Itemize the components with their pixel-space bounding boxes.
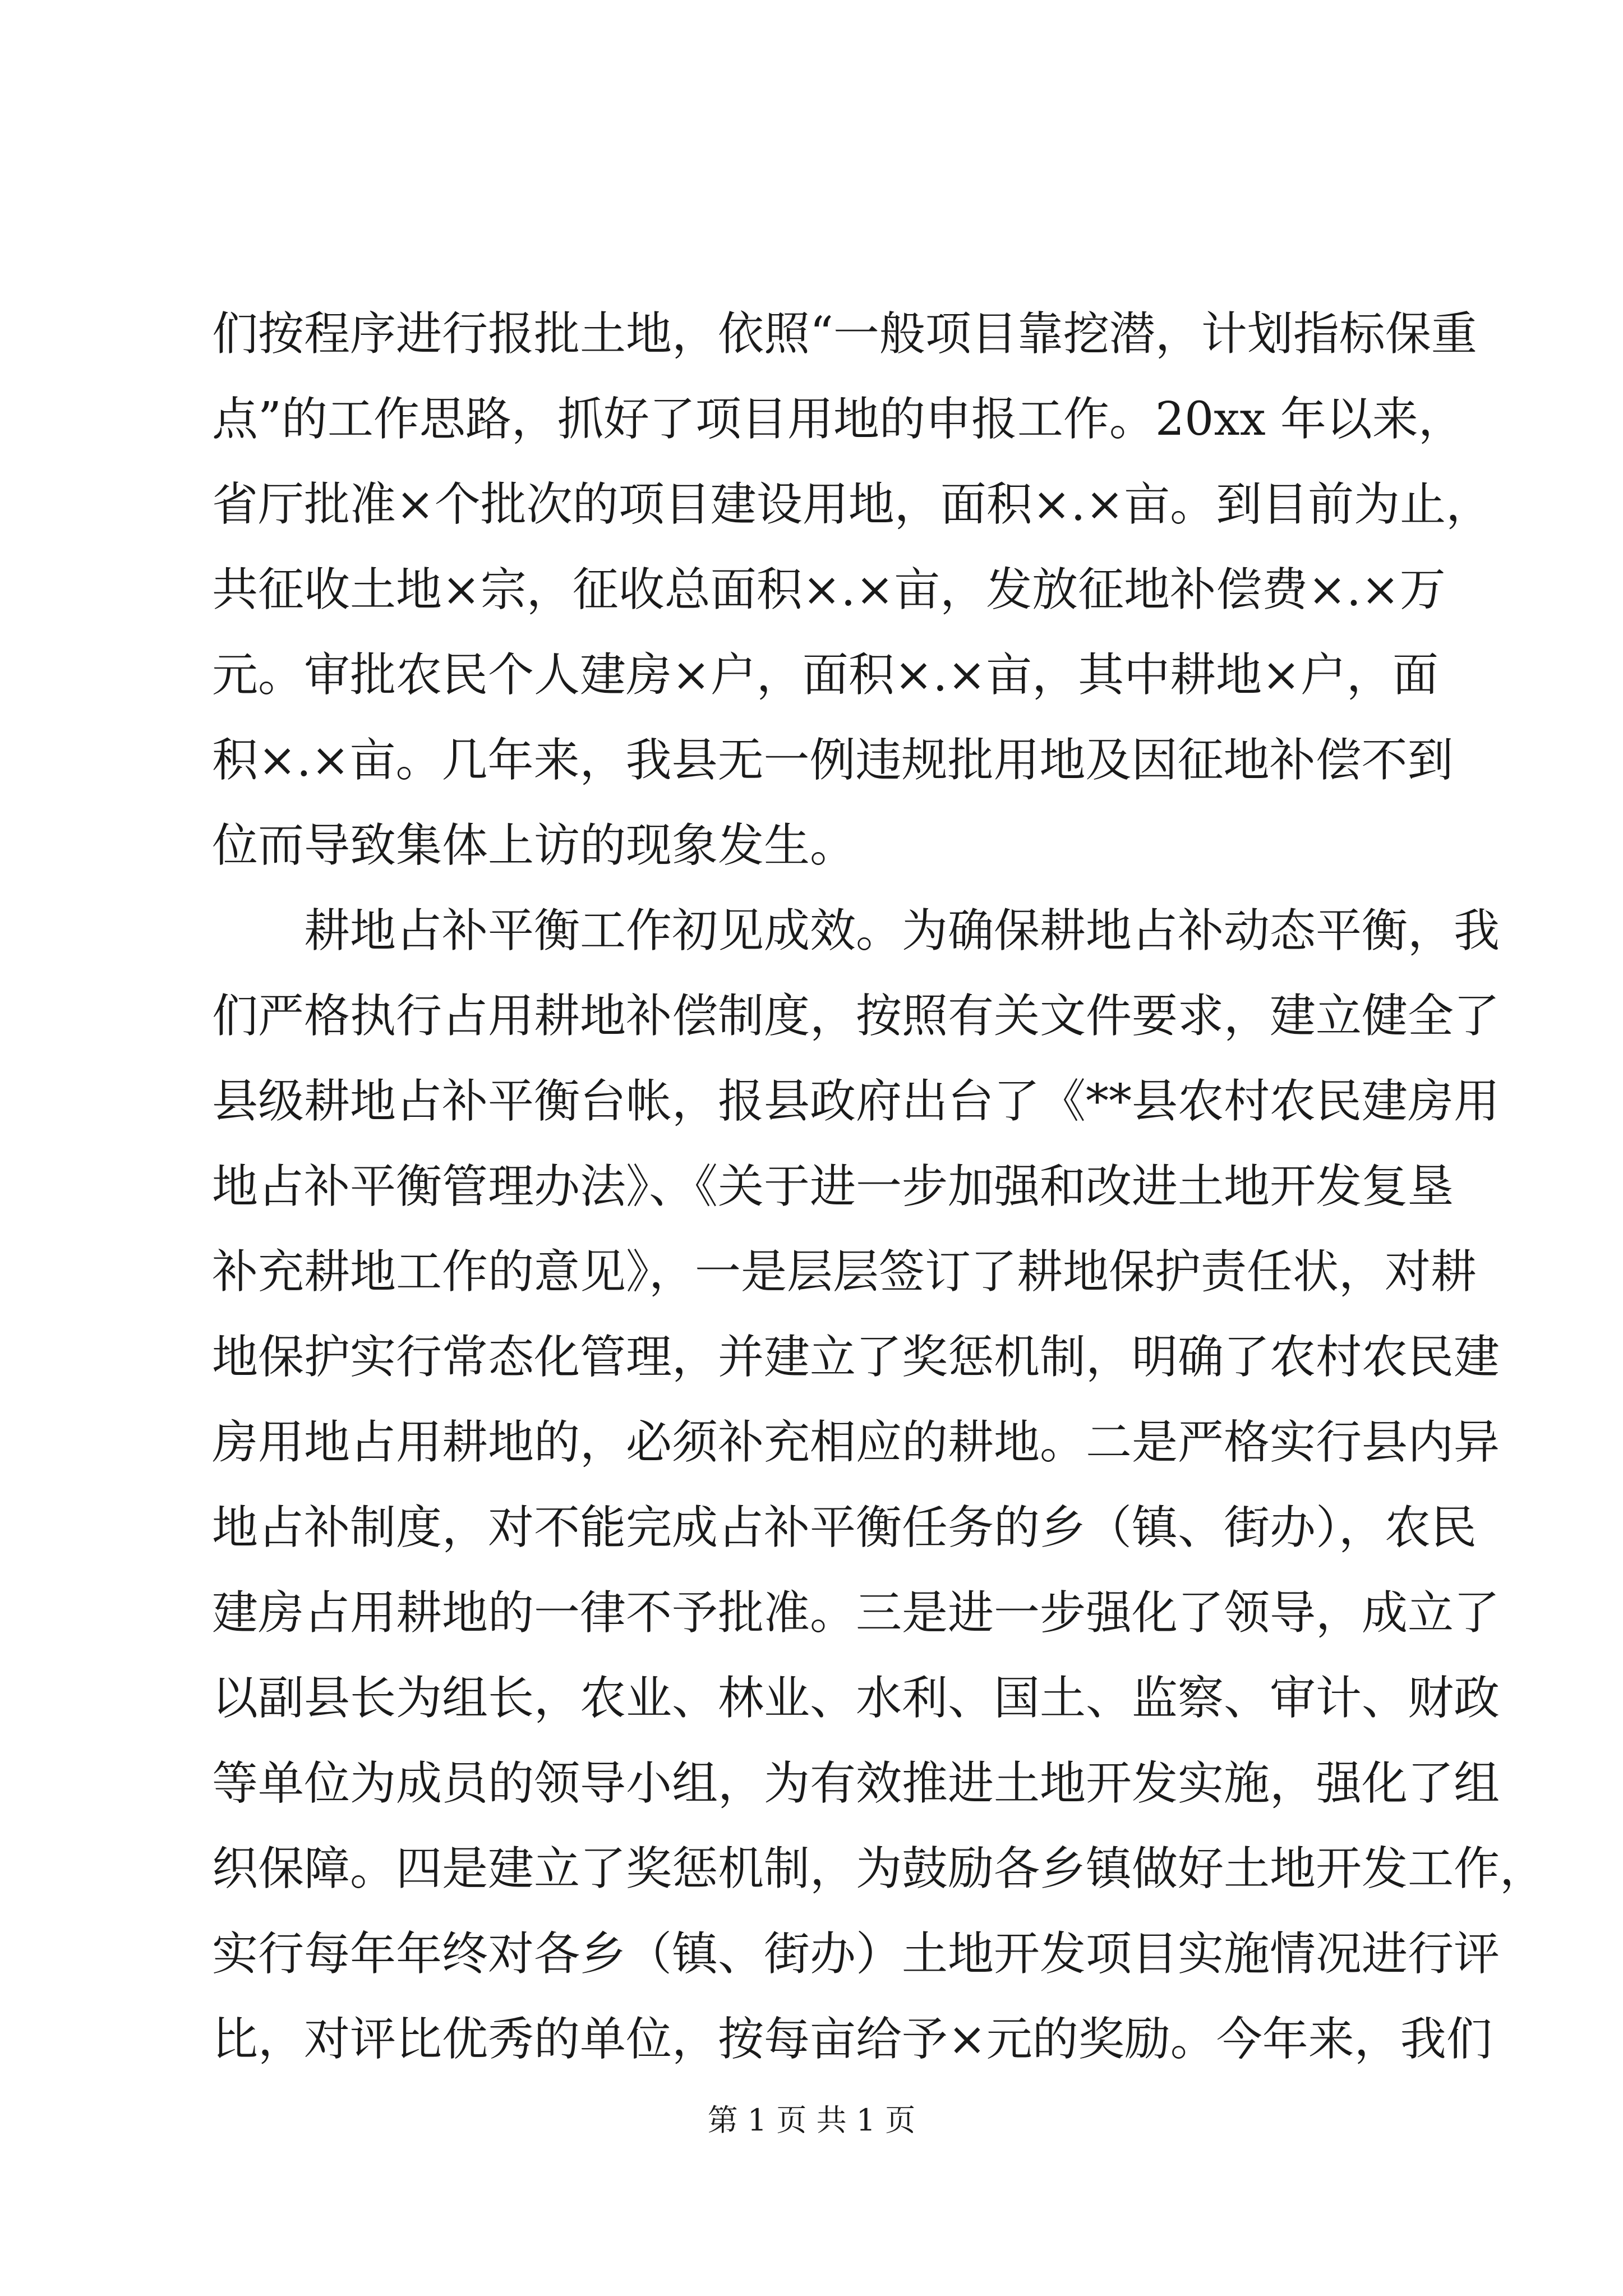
paragraph-2-line-14: 比，对评比优秀的单位，按每亩给予×元的奖励。今年来，我们 bbox=[212, 2013, 1492, 2066]
page-footer bbox=[0, 2101, 1623, 2140]
paragraph-2-line-9: 建房占用耕地的一律不予批准。三是进一步强化了领导，成立了 bbox=[212, 1586, 1500, 1640]
paragraph-2-line-5: 补充耕地工作的意见》，一是层层签订了耕地保护责任状，对耕 bbox=[212, 1245, 1477, 1299]
paragraph-2-line-10: 以副县长为组长，农业、林业、水利、国土、监察、审计、财政 bbox=[212, 1672, 1500, 1725]
paragraph-1-line-4: 共征收土地×宗，征收总面积×.×亩，发放征地补偿费×.×万 bbox=[212, 563, 1446, 616]
page-number-label: 第 1 页 共 1 页 bbox=[707, 2102, 916, 2138]
paragraph-2-line-1: 耕地占补平衡工作初见成效。为确保耕地占补动态平衡，我 bbox=[304, 904, 1500, 958]
paragraph-1-line-1: 们按程序进行报批土地，依照“一般项目靠挖潜，计划指标保重 bbox=[212, 307, 1477, 361]
paragraph-1-line-6: 积×.×亩。几年来，我县无一例违规批用地及因征地补偿不到 bbox=[212, 734, 1454, 787]
paragraph-2-line-13: 实行每年年终对各乡（镇、街办）土地开发项目实施情况进行评 bbox=[212, 1927, 1500, 1981]
paragraph-2-line-4: 地占补平衡管理办法》、《关于进一步加强和改进土地开发复垦 bbox=[212, 1160, 1454, 1213]
paragraph-2-line-3: 县级耕地占补平衡台帐，报县政府出台了《**县农村农民建房用 bbox=[212, 1075, 1500, 1128]
paragraph-1-line-2: 点”的工作思路，抓好了项目用地的申报工作。20xx 年以来， bbox=[212, 393, 1464, 446]
paragraph-2-line-2: 们严格执行占用耕地补偿制度，按照有关文件要求，建立健全了 bbox=[212, 990, 1500, 1043]
document-body bbox=[212, 292, 1546, 2082]
paragraph-1-line-3: 省厅批准×个批次的项目建设用地，面积×.×亩。到目前为止， bbox=[212, 478, 1492, 531]
paragraph-2-line-7: 房用地占用耕地的，必须补充相应的耕地。二是严格实行县内异 bbox=[212, 1416, 1500, 1469]
paragraph-1-line-5: 元。审批农民个人建房×户，面积×.×亩，其中耕地×户，面 bbox=[212, 648, 1438, 702]
paragraph-2-line-6: 地保护实行常态化管理，并建立了奖惩机制，明确了农村农民建 bbox=[212, 1331, 1500, 1384]
paragraph-1-line-7: 位而导致集体上访的现象发生。 bbox=[212, 819, 856, 872]
paragraph-2-line-12: 织保障。四是建立了奖惩机制，为鼓励各乡镇做好土地开发工作， bbox=[212, 1842, 1546, 1895]
paragraph-2-line-11: 等单位为成员的领导小组，为有效推进土地开发实施，强化了组 bbox=[212, 1757, 1500, 1810]
paragraph-2-line-8: 地占补制度，对不能完成占补平衡任务的乡（镇、街办），农民 bbox=[212, 1501, 1477, 1554]
